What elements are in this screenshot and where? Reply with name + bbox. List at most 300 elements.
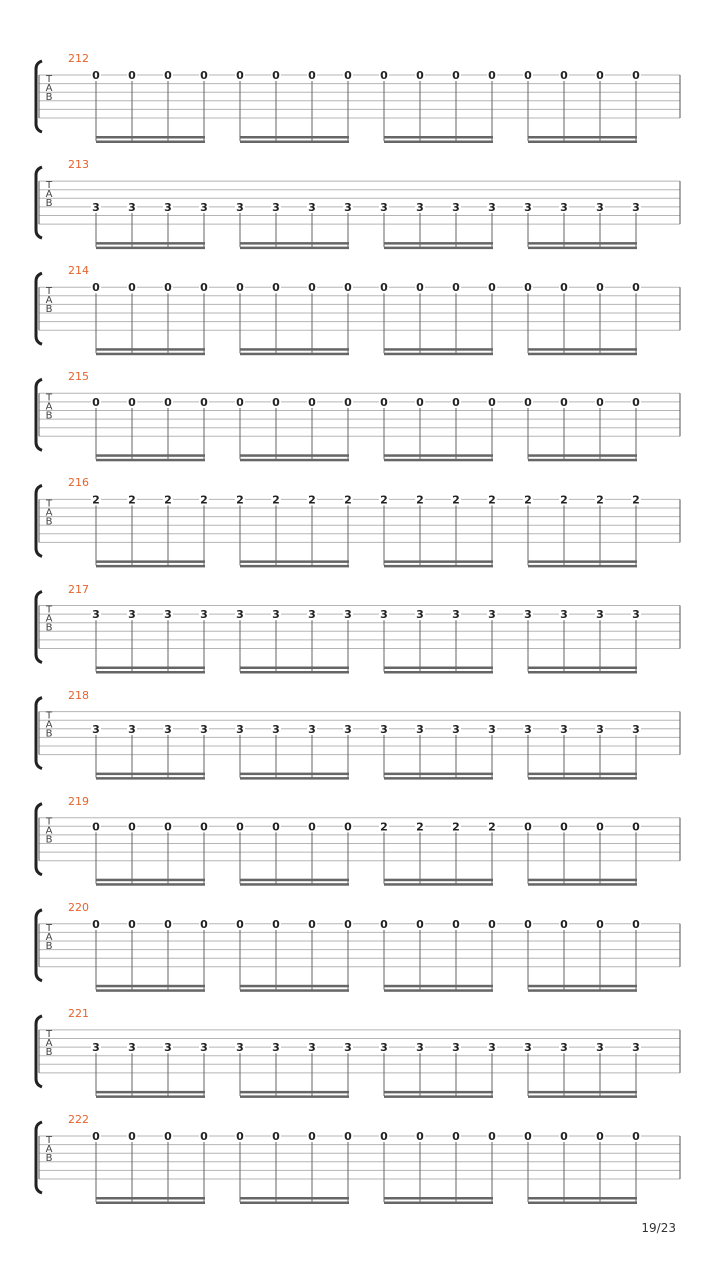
beam-primary: [384, 667, 493, 670]
fret-number: 3: [308, 722, 316, 736]
beam-primary: [384, 348, 493, 351]
fret-number: 3: [236, 200, 244, 214]
fret-number: 3: [632, 722, 640, 736]
beam-primary: [384, 454, 493, 457]
fret-number: 3: [236, 1041, 244, 1055]
fret-number: 0: [164, 395, 172, 409]
fret-number: 3: [272, 200, 280, 214]
fret-number: 0: [452, 1130, 460, 1143]
fret-number: 0: [236, 1130, 244, 1143]
beam-primary: [96, 773, 205, 776]
fret-number: 3: [596, 722, 604, 736]
fret-number: 3: [308, 608, 316, 622]
fret-number: 0: [272, 395, 280, 409]
fret-number: 3: [92, 200, 100, 214]
beam-primary: [96, 560, 205, 563]
fret-number: 3: [344, 200, 352, 214]
fret-number: 0: [164, 281, 172, 295]
beam-primary: [240, 348, 349, 351]
tab-clef-letter: T: [45, 392, 53, 404]
beam-primary: [240, 667, 349, 670]
tab-clef-letter: B: [45, 1046, 53, 1058]
beam-secondary: [240, 565, 349, 568]
beam-secondary: [240, 1202, 349, 1205]
measure-number: 221: [68, 1006, 89, 1020]
fret-number: 0: [308, 281, 316, 295]
fret-number: 3: [128, 200, 136, 214]
beam-secondary: [384, 671, 493, 674]
fret-number: 0: [200, 917, 208, 931]
beam-secondary: [528, 247, 637, 250]
fret-number: 0: [344, 395, 352, 409]
beam-secondary: [96, 247, 205, 250]
fret-number: 0: [308, 395, 316, 409]
measure-number: 213: [68, 158, 89, 172]
fret-number: 3: [524, 1041, 532, 1055]
fret-number: 0: [452, 69, 460, 82]
fret-number: 0: [236, 281, 244, 295]
fret-number: 3: [560, 608, 568, 622]
beam-primary: [96, 1197, 205, 1200]
fret-number: 0: [524, 281, 532, 295]
tab-clef-letter: A: [45, 719, 53, 731]
fret-number: 3: [416, 722, 424, 736]
tab-clef-letter: B: [45, 1153, 53, 1164]
beam-primary: [96, 879, 205, 882]
fret-number: 0: [164, 820, 172, 834]
beam-secondary: [96, 1202, 205, 1205]
fret-number: 3: [524, 608, 532, 622]
tab-clef-letter: T: [45, 286, 53, 298]
fret-number: 3: [92, 722, 100, 736]
measure-number: 217: [68, 582, 89, 596]
fret-number: 0: [92, 820, 100, 834]
beam-primary: [240, 242, 349, 245]
beam-primary: [528, 454, 637, 457]
tab-clef-letter: A: [45, 189, 53, 201]
tab-clef-letter: T: [45, 180, 53, 192]
fret-number: 2: [524, 493, 532, 507]
tab-clef-letter: A: [45, 1037, 53, 1049]
fret-number: 3: [560, 1041, 568, 1055]
tab-clef-letter: T: [45, 922, 53, 934]
fret-number: 3: [200, 722, 208, 736]
beam-secondary: [96, 565, 205, 568]
fret-number: 0: [524, 820, 532, 834]
fret-number: 0: [272, 917, 280, 931]
fret-number: 3: [344, 1041, 352, 1055]
fret-number: 3: [596, 200, 604, 214]
fret-number: 3: [596, 1041, 604, 1055]
fret-number: 0: [524, 395, 532, 409]
beam-secondary: [528, 1202, 637, 1205]
beam-secondary: [240, 989, 349, 992]
beam-secondary: [96, 777, 205, 780]
fret-number: 3: [272, 1041, 280, 1055]
fret-number: 2: [452, 493, 460, 507]
fret-number: 3: [236, 722, 244, 736]
beam-secondary: [96, 1095, 205, 1098]
fret-number: 3: [488, 200, 496, 214]
fret-number: 0: [380, 1130, 388, 1143]
fret-number: 0: [560, 917, 568, 931]
beam-secondary: [240, 247, 349, 250]
fret-number: 0: [596, 820, 604, 834]
fret-number: 3: [164, 1041, 172, 1055]
tab-clef-letter: T: [45, 74, 53, 85]
beam-primary: [384, 560, 493, 563]
beam-secondary: [384, 1095, 493, 1098]
fret-number: 0: [236, 820, 244, 834]
fret-number: 0: [632, 281, 640, 295]
fret-number: 0: [380, 395, 388, 409]
beam-primary: [384, 985, 493, 988]
beam-primary: [240, 136, 349, 139]
fret-number: 2: [164, 493, 172, 507]
fret-number: 3: [344, 722, 352, 736]
beam-primary: [384, 879, 493, 882]
beam-primary: [528, 1091, 637, 1094]
tab-clef-letter: A: [45, 931, 53, 943]
beam-primary: [240, 1197, 349, 1200]
fret-number: 0: [632, 917, 640, 931]
beam-primary: [240, 454, 349, 457]
fret-number: 3: [416, 1041, 424, 1055]
beam-secondary: [384, 353, 493, 356]
fret-number: 3: [452, 722, 460, 736]
fret-number: 0: [236, 69, 244, 82]
fret-number: 2: [92, 493, 100, 507]
fret-number: 3: [128, 722, 136, 736]
beam-primary: [240, 879, 349, 882]
fret-number: 0: [632, 69, 640, 82]
beam-secondary: [384, 989, 493, 992]
fret-number: 0: [236, 395, 244, 409]
tab-clef-letter: B: [45, 516, 53, 528]
fret-number: 3: [164, 200, 172, 214]
fret-number: 0: [92, 1130, 100, 1143]
measure-number: 216: [68, 476, 89, 490]
fret-number: 0: [632, 395, 640, 409]
fret-number: 3: [308, 1041, 316, 1055]
fret-number: 0: [128, 917, 136, 931]
fret-number: 3: [488, 1041, 496, 1055]
fret-number: 3: [380, 200, 388, 214]
beam-primary: [528, 879, 637, 882]
beam-primary: [96, 136, 205, 139]
fret-number: 0: [488, 1130, 496, 1143]
beam-secondary: [528, 141, 637, 144]
beam-secondary: [240, 141, 349, 144]
tab-clef-letter: T: [45, 498, 53, 510]
fret-number: 2: [416, 493, 424, 507]
fret-number: 3: [524, 200, 532, 214]
fret-number: 0: [596, 281, 604, 295]
beam-primary: [384, 773, 493, 776]
fret-number: 0: [200, 69, 208, 82]
measure-number: 215: [68, 370, 89, 384]
fret-number: 0: [92, 69, 100, 82]
beam-primary: [528, 985, 637, 988]
beam-primary: [240, 773, 349, 776]
beam-secondary: [528, 459, 637, 462]
tab-clef-letter: A: [45, 825, 53, 837]
fret-number: 0: [164, 1130, 172, 1143]
fret-number: 3: [452, 1041, 460, 1055]
fret-number: 0: [524, 1130, 532, 1143]
fret-number: 0: [344, 820, 352, 834]
fret-number: 3: [416, 608, 424, 622]
fret-number: 3: [128, 1041, 136, 1055]
tab-clef-letter: B: [45, 622, 53, 634]
fret-number: 3: [200, 200, 208, 214]
fret-number: 0: [560, 69, 568, 82]
tab-clef-letter: B: [45, 834, 53, 846]
beam-secondary: [240, 1095, 349, 1098]
page-number: 19/23: [641, 1221, 676, 1235]
beam-primary: [96, 454, 205, 457]
tab-clef-letter: B: [45, 198, 53, 210]
fret-number: 3: [344, 608, 352, 622]
tab-clef-letter: A: [45, 1144, 53, 1155]
fret-number: 0: [128, 395, 136, 409]
tab-clef-letter: B: [45, 304, 53, 316]
beam-secondary: [240, 353, 349, 356]
tab-clef-letter: T: [45, 816, 53, 828]
tab-clef-letter: A: [45, 295, 53, 307]
measure-number: 218: [68, 688, 89, 702]
beam-secondary: [240, 777, 349, 780]
tab-clef-letter: T: [45, 710, 53, 722]
tab-clef-letter: B: [45, 92, 53, 103]
fret-number: 0: [308, 1130, 316, 1143]
fret-number: 3: [164, 608, 172, 622]
fret-number: 3: [488, 608, 496, 622]
tab-clef-letter: A: [45, 613, 53, 625]
fret-number: 0: [632, 1130, 640, 1143]
beam-secondary: [96, 459, 205, 462]
fret-number: 3: [632, 608, 640, 622]
beam-secondary: [96, 141, 205, 144]
fret-number: 3: [452, 200, 460, 214]
fret-number: 0: [416, 281, 424, 295]
beam-secondary: [384, 141, 493, 144]
fret-number: 0: [380, 281, 388, 295]
fret-number: 2: [416, 820, 424, 834]
fret-number: 2: [308, 493, 316, 507]
fret-number: 0: [416, 395, 424, 409]
tab-clef-letter: B: [45, 940, 53, 952]
tab-clef-letter: T: [45, 1028, 53, 1040]
tab-clef-letter: A: [45, 83, 53, 94]
beam-primary: [528, 773, 637, 776]
fret-number: 0: [272, 69, 280, 82]
beam-secondary: [384, 565, 493, 568]
fret-number: 3: [200, 608, 208, 622]
beam-primary: [96, 242, 205, 245]
fret-number: 3: [524, 722, 532, 736]
fret-number: 3: [92, 1041, 100, 1055]
fret-number: 2: [236, 493, 244, 507]
beam-secondary: [384, 777, 493, 780]
beam-primary: [240, 985, 349, 988]
fret-number: 2: [128, 493, 136, 507]
fret-number: 0: [488, 281, 496, 295]
fret-number: 0: [272, 820, 280, 834]
beam-primary: [240, 1091, 349, 1094]
beam-secondary: [96, 353, 205, 356]
fret-number: 3: [380, 608, 388, 622]
fret-number: 3: [164, 722, 172, 736]
fret-number: 0: [596, 395, 604, 409]
fret-number: 2: [488, 493, 496, 507]
beam-secondary: [240, 671, 349, 674]
fret-number: 3: [272, 608, 280, 622]
beam-secondary: [528, 671, 637, 674]
fret-number: 0: [416, 917, 424, 931]
measure-number: 222: [68, 1113, 89, 1126]
fret-number: 0: [524, 69, 532, 82]
fret-number: 3: [128, 608, 136, 622]
beam-secondary: [384, 459, 493, 462]
beam-secondary: [528, 883, 637, 886]
fret-number: 0: [344, 1130, 352, 1143]
fret-number: 0: [92, 917, 100, 931]
fret-number: 0: [272, 281, 280, 295]
beam-secondary: [240, 883, 349, 886]
fret-number: 2: [632, 493, 640, 507]
beam-primary: [528, 560, 637, 563]
fret-number: 3: [272, 722, 280, 736]
beam-primary: [96, 985, 205, 988]
fret-number: 0: [164, 69, 172, 82]
tab-clef-letter: T: [45, 604, 53, 616]
fret-number: 0: [236, 917, 244, 931]
fret-number: 0: [596, 69, 604, 82]
fret-number: 3: [308, 200, 316, 214]
beam-primary: [528, 242, 637, 245]
fret-number: 0: [308, 917, 316, 931]
beam-primary: [528, 1197, 637, 1200]
fret-number: 0: [452, 917, 460, 931]
beam-secondary: [96, 989, 205, 992]
fret-number: 3: [200, 1041, 208, 1055]
measure-number: 220: [68, 900, 89, 914]
measure-number: 219: [68, 794, 89, 808]
fret-number: 2: [380, 493, 388, 507]
fret-number: 0: [416, 1130, 424, 1143]
beam-primary: [384, 1091, 493, 1094]
fret-number: 2: [380, 820, 388, 834]
fret-number: 0: [596, 1130, 604, 1143]
fret-number: 0: [92, 395, 100, 409]
beam-primary: [384, 242, 493, 245]
fret-number: 0: [128, 69, 136, 82]
fret-number: 0: [380, 69, 388, 82]
fret-number: 0: [164, 917, 172, 931]
fret-number: 0: [632, 820, 640, 834]
fret-number: 0: [560, 1130, 568, 1143]
fret-number: 3: [632, 200, 640, 214]
fret-number: 3: [596, 608, 604, 622]
fret-number: 3: [380, 722, 388, 736]
beam-secondary: [384, 1202, 493, 1205]
tab-clef-letter: A: [45, 507, 53, 519]
beam-primary: [384, 136, 493, 139]
fret-number: 0: [596, 917, 604, 931]
tab-clef-letter: B: [45, 410, 53, 422]
beam-primary: [96, 1091, 205, 1094]
fret-number: 3: [380, 1041, 388, 1055]
fret-number: 0: [200, 820, 208, 834]
fret-number: 0: [200, 1130, 208, 1143]
measure-number: 212: [68, 52, 89, 65]
fret-number: 2: [200, 493, 208, 507]
fret-number: 0: [452, 281, 460, 295]
beam-secondary: [384, 247, 493, 250]
beam-primary: [528, 136, 637, 139]
beam-primary: [240, 560, 349, 563]
beam-secondary: [96, 671, 205, 674]
beam-secondary: [96, 883, 205, 886]
fret-number: 0: [560, 820, 568, 834]
fret-number: 2: [488, 820, 496, 834]
beam-primary: [528, 667, 637, 670]
fret-number: 0: [380, 917, 388, 931]
fret-number: 2: [560, 493, 568, 507]
fret-number: 0: [452, 395, 460, 409]
beam-primary: [96, 667, 205, 670]
fret-number: 0: [128, 820, 136, 834]
tab-clef-letter: T: [45, 1135, 53, 1146]
fret-number: 0: [128, 281, 136, 295]
fret-number: 0: [524, 917, 532, 931]
fret-number: 2: [272, 493, 280, 507]
beam-secondary: [240, 459, 349, 462]
fret-number: 0: [92, 281, 100, 295]
fret-number: 2: [344, 493, 352, 507]
beam-secondary: [528, 989, 637, 992]
beam-secondary: [528, 565, 637, 568]
fret-number: 3: [452, 608, 460, 622]
fret-number: 0: [344, 69, 352, 82]
beam-secondary: [528, 353, 637, 356]
measure-number: 214: [68, 264, 89, 278]
fret-number: 0: [488, 917, 496, 931]
fret-number: 2: [596, 493, 604, 507]
fret-number: 0: [560, 395, 568, 409]
fret-number: 3: [632, 1041, 640, 1055]
beam-secondary: [528, 1095, 637, 1098]
fret-number: 0: [308, 69, 316, 82]
fret-number: 0: [308, 820, 316, 834]
fret-number: 0: [200, 395, 208, 409]
fret-number: 3: [488, 722, 496, 736]
tab-clef-letter: A: [45, 401, 53, 413]
beam-primary: [384, 1197, 493, 1200]
fret-number: 0: [416, 69, 424, 82]
fret-number: 3: [560, 722, 568, 736]
fret-number: 0: [128, 1130, 136, 1143]
fret-number: 0: [488, 395, 496, 409]
fret-number: 3: [236, 608, 244, 622]
fret-number: 3: [560, 200, 568, 214]
fret-number: 0: [344, 281, 352, 295]
fret-number: 0: [272, 1130, 280, 1143]
beam-primary: [96, 348, 205, 351]
fret-number: 0: [200, 281, 208, 295]
fret-number: 3: [92, 608, 100, 622]
